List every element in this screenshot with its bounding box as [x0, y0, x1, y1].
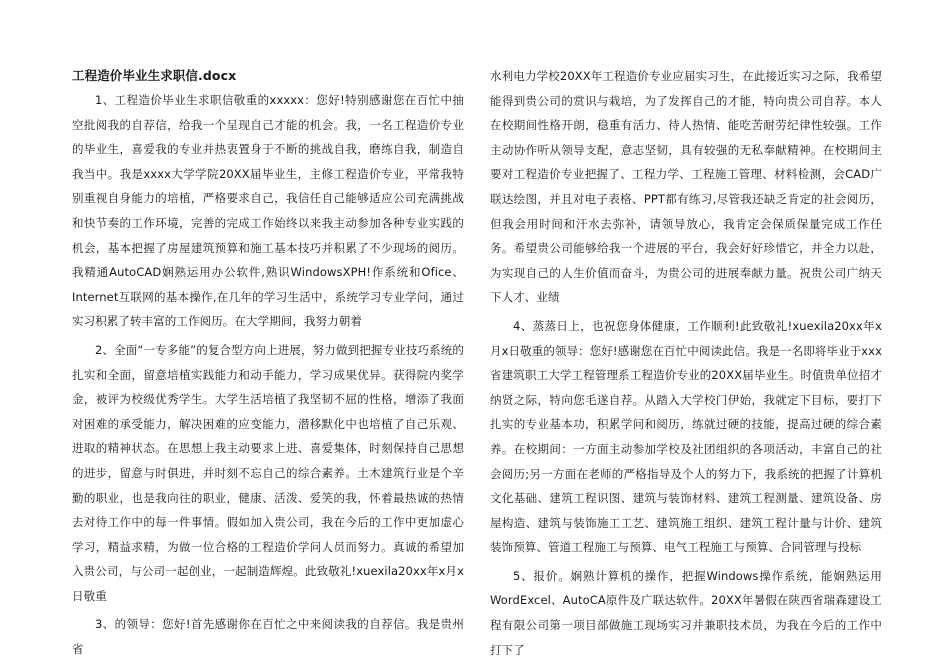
paragraph-right-1: 水利电力学校20XX年工程造价专业应届实习生，在此接近实习之际，我希望能得到贵公司的赏识与栽培，为了发挥自己的才能，特向贵公司自荐。本人在校期间性格开朗，稳重有活力、待人热情、能吃苦耐劳纪律性较强。工作主动协作听从领导支配，意志坚韧，具有较强的无私奉献精神。在校期间主要对工程造价专业把握了、工程力学、工程施工管理、材料检测，会CAD广联达绘图，并且对电子表格、PPT都有练习,尽管我还缺乏肯定的社会阅历，但我会用时间和汗水去弥补，请领导放心，我肯定会保质保量完成工作任务。希望贵公司能够给我一个进展的平台，我会好好珍惜它，并全力以赴，为实现自己的人生价值而奋斗，为贵公司的进展奉献力量。祝贵公司广纳天下人才、业绩: [490, 69, 882, 305]
document-title: 工程造价毕业生求职信.docx: [72, 68, 237, 83]
paragraph-right-3: 5、报价。娴熟计算机的操作，把握Windows操作系统，能娴熟运用WordExcel、AutoCA原件及广联达软件。20XX年暑假在陕西省瑞森建设工程有限公司第一项目部做施工现场实习并兼职技术员，为我在今后的工作中打下了: [490, 568, 882, 657]
paragraph-2: 2、全面“一专多能”的复合型方向上进展，努力做到把握专业技巧系统的扎实和全面，留意培植实践能力和动手能力，学习成果优异。获得院内奖学金，被评为校级优秀学生。大学生活培植了我坚韧不屈的性格，增添了我面对困难的承受能力，解决困难的应变能力，潜移默化中也培植了自己乐观、进取的精神状态。在思想上我主动要求上进、喜爱集体，时刻保持自己思想的进步，留意与时俱进，并时刻不忘自己的综合素养。土木建筑行业是个辛勤的职业，也是我向往的职业，健康、活泼、爱笑的我，怀着最热诚的热情去对待工作中的每一件事情。假如加入贵公司，我在今后的工作中更加虚心学习，精益求精，为做一位合格的工程造价学问人员而努力。真诚的希望加入贵公司，与公司一起创业，一起制造辉煌。此致敬礼!xuexila20xx年x月x日敬重: [72, 342, 464, 603]
paragraph-1: 1、工程造价毕业生求职信敬重的xxxxx：您好!特别感谢您在百忙中抽空批阅我的自荐信，给我一个呈现自己才能的机会。我，一名工程造价专业的毕业生，喜爱我的专业并热衷置身于不断的挑战自我，磨练自我，制造自我当中。我是xxxx大学学院20XX届毕业生，主修工程造价专业，平常我特别重视自身能力的培植，严格要求自己，我信任自己能够适应公司充满挑战和快节奏的工作环境，完善的完成工作始终以来我主动参加各种专业实践的机会，基本把握了房屋建筑预算和施工基本技巧并积累了不少现场的阅历。我精通AutoCAD娴熟运用办公软件,熟识WindowsXPH!作系统和Ofice、Internet互联网的基本操作,在几年的学习生活中，系统学习专业学问，通过实习积累了转丰富的工作阅历。在大学期间，我努力朝着: [72, 93, 464, 329]
left-column: [72, 64, 464, 666]
right-column: [490, 64, 882, 666]
paragraph-3: 3、的领导：您好!首先感谢你在百忙之中来阅读我的自荐信。我是贵州省: [72, 617, 464, 657]
paragraph-right-2: 4、蒸蒸日上，也祝您身体健康，工作顺利!此致敬礼!xuexila20xx年x月x日敬重的领导：您好!感谢您在百忙中阅读此信。我是一名即将毕业于xxx省建筑职工大学工程管理系工程造价专业的20XX届毕业生。时值贵单位招才纳贤之际，特向您毛遂自荐。从踏入大学校门伊始，我就定下目标，要打下扎实的专业基本功，积累学问和阅历，练就过硬的技能，提高过硬的综合素养。在校期间：一方面主动参加学校及社团组织的各项活动，丰富自己的社会阅历;另一方面在老师的严格指导及个人的努力下，我系统的把握了计算机文化基础、建筑工程识图、建筑与装饰材料、建筑工程测量、建筑设备、房屋构造、建筑与装饰施工工艺、建筑施工组织、建筑工程计量与计价、建筑装饰预算、管道工程施工与预算、电气工程施工与预算、合同管理与投标: [490, 318, 882, 555]
